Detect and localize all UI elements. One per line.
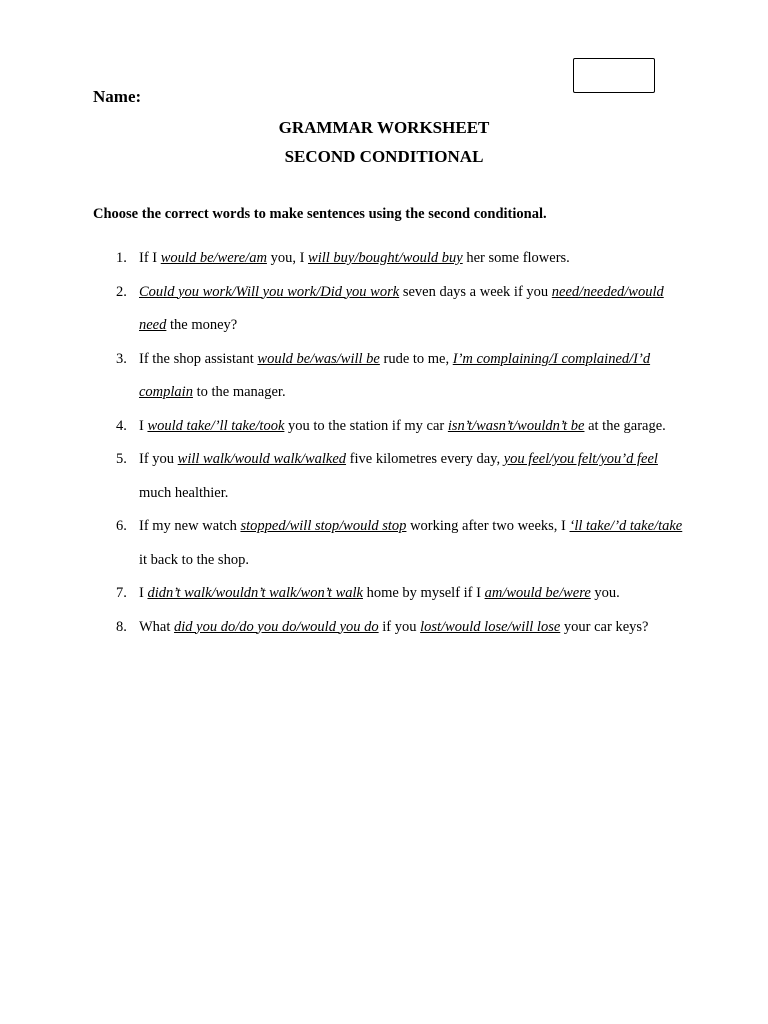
question-number: 6.: [116, 518, 127, 534]
question-item: [93, 510, 683, 577]
answer-options: am/would be/were: [484, 585, 591, 601]
question-text: five kilometres every day,: [346, 451, 504, 467]
question-item: [93, 410, 683, 444]
question-text: seven days a week if you: [399, 283, 552, 300]
question-text: the money?: [166, 317, 238, 333]
question-text: at the garage.: [584, 417, 666, 434]
name-label: Name:: [93, 87, 142, 106]
question-item: [93, 242, 683, 276]
answer-options: would be/were/am: [160, 250, 267, 266]
question-list: [93, 242, 683, 644]
question-number: 7.: [116, 585, 127, 601]
answer-options: I’m complaining/I complained/I’d complain: [139, 350, 651, 400]
question-text: if you: [378, 618, 421, 635]
answer-options: you feel/you felt/you’d feel: [503, 451, 658, 467]
answer-options: ‘ll take/’d take/take: [569, 518, 683, 534]
question-number: 5.: [116, 451, 127, 467]
answer-options: will walk/would walk/walked: [177, 451, 347, 467]
question-text: working after two weeks, I: [406, 518, 570, 534]
answer-options: isn’t/wasn’t/wouldn’t be: [447, 417, 585, 434]
instructions: Choose the correct words to make sentences using the second conditional.: [93, 206, 547, 222]
question-text: home by myself if I: [362, 585, 485, 601]
answer-options: did you do/do you do/would you do: [174, 618, 379, 635]
question-text: you, I: [266, 250, 309, 266]
question-number: 2.: [116, 283, 127, 300]
question-text: her some flowers.: [462, 250, 570, 266]
question-text: your car keys?: [560, 618, 649, 635]
question-item: [93, 343, 683, 410]
question-text: much healthier.: [139, 484, 229, 501]
question-number: 8.: [116, 618, 127, 635]
question-text: rude to me,: [379, 350, 453, 367]
question-item: [93, 276, 683, 343]
question-text: you.: [590, 585, 620, 601]
question-item: [93, 611, 683, 645]
worksheet-subtitle: SECOND CONDITIONAL: [284, 147, 484, 166]
worksheet-title: GRAMMAR WORKSHEET: [278, 118, 490, 137]
question-text: I: [139, 417, 148, 434]
question-text: If I: [139, 250, 161, 266]
answer-options: didn’t walk/wouldn’t walk/won’t walk: [147, 585, 363, 601]
answer-options: need/needed/would need: [139, 283, 664, 333]
question-text: I: [139, 585, 148, 601]
answer-options: Could you work/Will you work/Did you work: [139, 283, 400, 300]
question-text: If my new watch: [139, 518, 241, 534]
question-text: If you: [139, 451, 178, 467]
answer-options: will buy/bought/would buy: [308, 250, 463, 266]
answer-options: would take/’ll take/took: [147, 417, 285, 434]
question-number: 3.: [116, 350, 127, 367]
question-text: you to the station if my car: [284, 417, 448, 434]
answer-options: would be/was/will be: [257, 350, 380, 367]
question-text: to the manager.: [192, 384, 286, 400]
question-text: If the shop assistant: [139, 350, 258, 367]
score-box: [573, 58, 655, 93]
question-text: What: [139, 618, 175, 635]
question-text: it back to the shop.: [139, 551, 249, 568]
answer-options: lost/would lose/will lose: [420, 618, 561, 635]
question-number: 1.: [116, 250, 127, 266]
question-item: [93, 577, 683, 611]
question-item: [93, 443, 683, 510]
question-number: 4.: [116, 417, 127, 434]
answer-options: stopped/will stop/would stop: [240, 518, 407, 534]
